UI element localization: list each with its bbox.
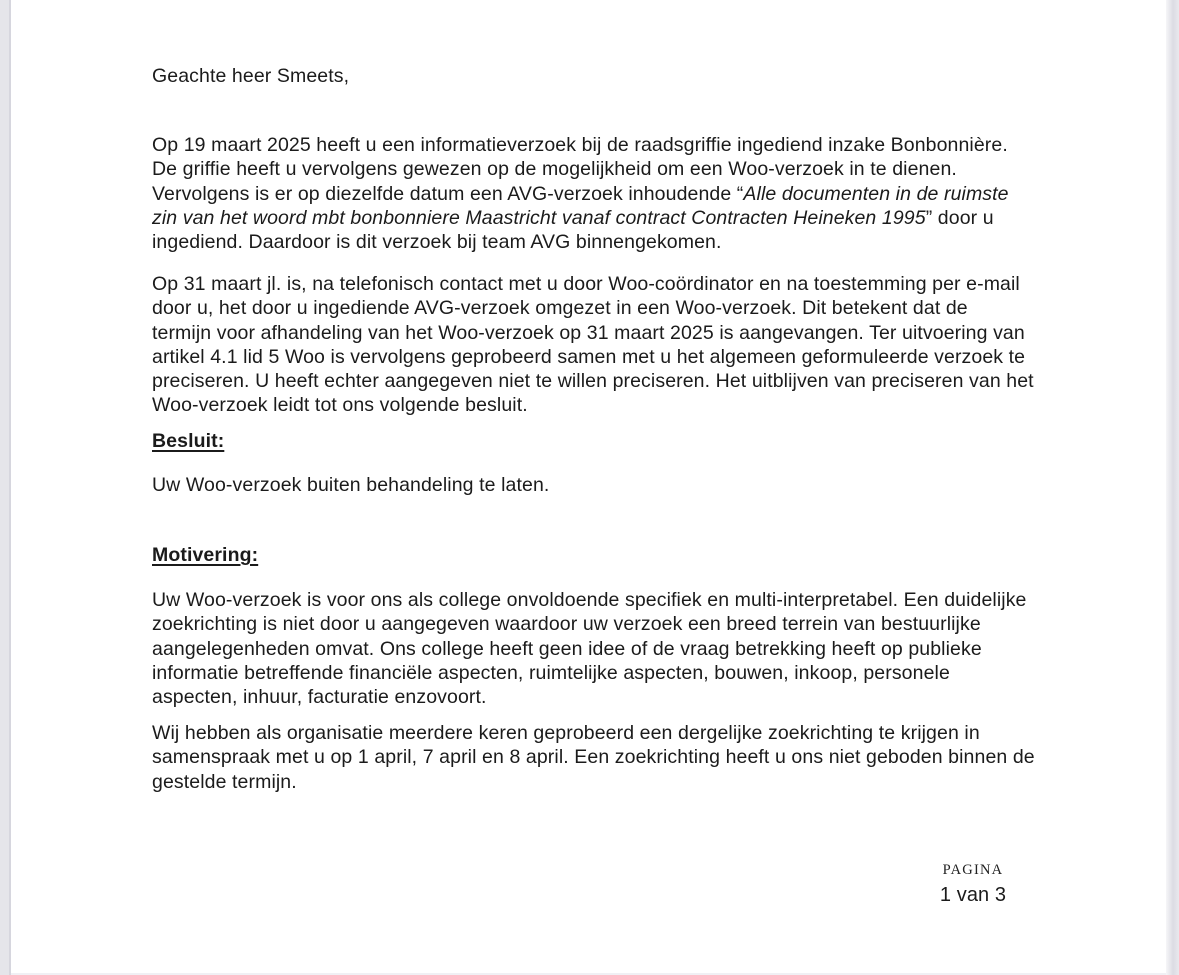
- text-line: aspecten, inhuur, facturatie enzovoort.: [152, 686, 487, 709]
- text-line: Wij hebben als organisatie meerdere keren geprobeerd een dergelijke zoekrichting te krijgen in: [152, 722, 980, 744]
- paragraph-intro: [152, 133, 1028, 254]
- besluit-heading: Besluit:: [152, 430, 225, 452]
- paragraph-conversion: [152, 272, 1034, 418]
- text-line: zoekrichting is niet door u aangegeven waardoor uw verzoek een breed terrein van bestuurlijke: [152, 613, 981, 636]
- footer-pagina-label: PAGINA: [942, 862, 1004, 878]
- text-line: ingediend. Daardoor is dit verzoek bij team AVG binnengekomen.: [152, 231, 722, 254]
- text-line: door u, het door u ingediende AVG-verzoek omgezet in een Woo-verzoek. Dit betekent dat de: [152, 297, 968, 320]
- paragraph-attempts: [152, 721, 1035, 794]
- text-line: Vervolgens is er op diezelfde datum een AVG-verzoek inhoudende “Alle documenten in de ruimste: [152, 182, 1009, 205]
- paragraph-motivering: [152, 588, 1028, 709]
- page-left-edge: [0, 0, 11, 975]
- text-line: artikel 4.1 lid 5 Woo is vervolgens geprobeerd samen met u het algemeen geformuleerde verzoek te: [152, 345, 1026, 368]
- footer-page-number: 1 van 3: [939, 884, 1007, 907]
- besluit-text: Uw Woo-verzoek buiten behandeling te laten.: [152, 474, 550, 496]
- text-line: Op 31 maart jl. is, na telefonisch contact met u door Woo-coördinator en na toestemming per e-mail: [152, 273, 1020, 295]
- text-line: preciseren. U heeft echter aangegeven niet te willen preciseren. Het uitblijven van preciseren van het: [152, 370, 1034, 393]
- text-line: Op 19 maart 2025 heeft u een informatieverzoek bij de raadsgriffie ingediend inzake Bonbonnière.: [152, 134, 1008, 156]
- letter-body: [152, 0, 1035, 975]
- text-line: termijn voor afhandeling van het Woo-verzoek op 31 maart 2025 is aangevangen. Ter uitvoering van: [152, 321, 1025, 344]
- text-line: Uw Woo-verzoek is voor ons als college onvoldoende specifiek en multi-interpretabel. Een duidelijke: [152, 589, 1027, 611]
- motivering-heading: Motivering:: [152, 544, 259, 566]
- page-footer: [918, 858, 1028, 908]
- text-line: Woo-verzoek leidt tot ons volgende besluit.: [152, 394, 528, 417]
- text-line: gestelde termijn.: [152, 770, 297, 793]
- text-line: aangelegenheden omvat. Ons college heeft geen idee of de vraag betrekking heeft op publieke: [152, 637, 982, 660]
- page-right-edge: [1166, 0, 1179, 975]
- text-line: informatie betreffende financiële aspecten, ruimtelijke aspecten, bouwen, inkoop, personele: [152, 661, 950, 684]
- text-line: De griffie heeft u vervolgens gewezen op de mogelijkheid om een Woo-verzoek in te dienen.: [152, 158, 957, 181]
- text-line: zin van het woord mbt bonbonniere Maastricht vanaf contract Contracten Heineken 1995” door u: [152, 206, 994, 229]
- salutation: Geachte heer Smeets,: [152, 65, 350, 87]
- text-line: samenspraak met u op 1 april, 7 april en 8 april. Een zoekrichting heeft u ons niet geboden binnen de: [152, 746, 1035, 769]
